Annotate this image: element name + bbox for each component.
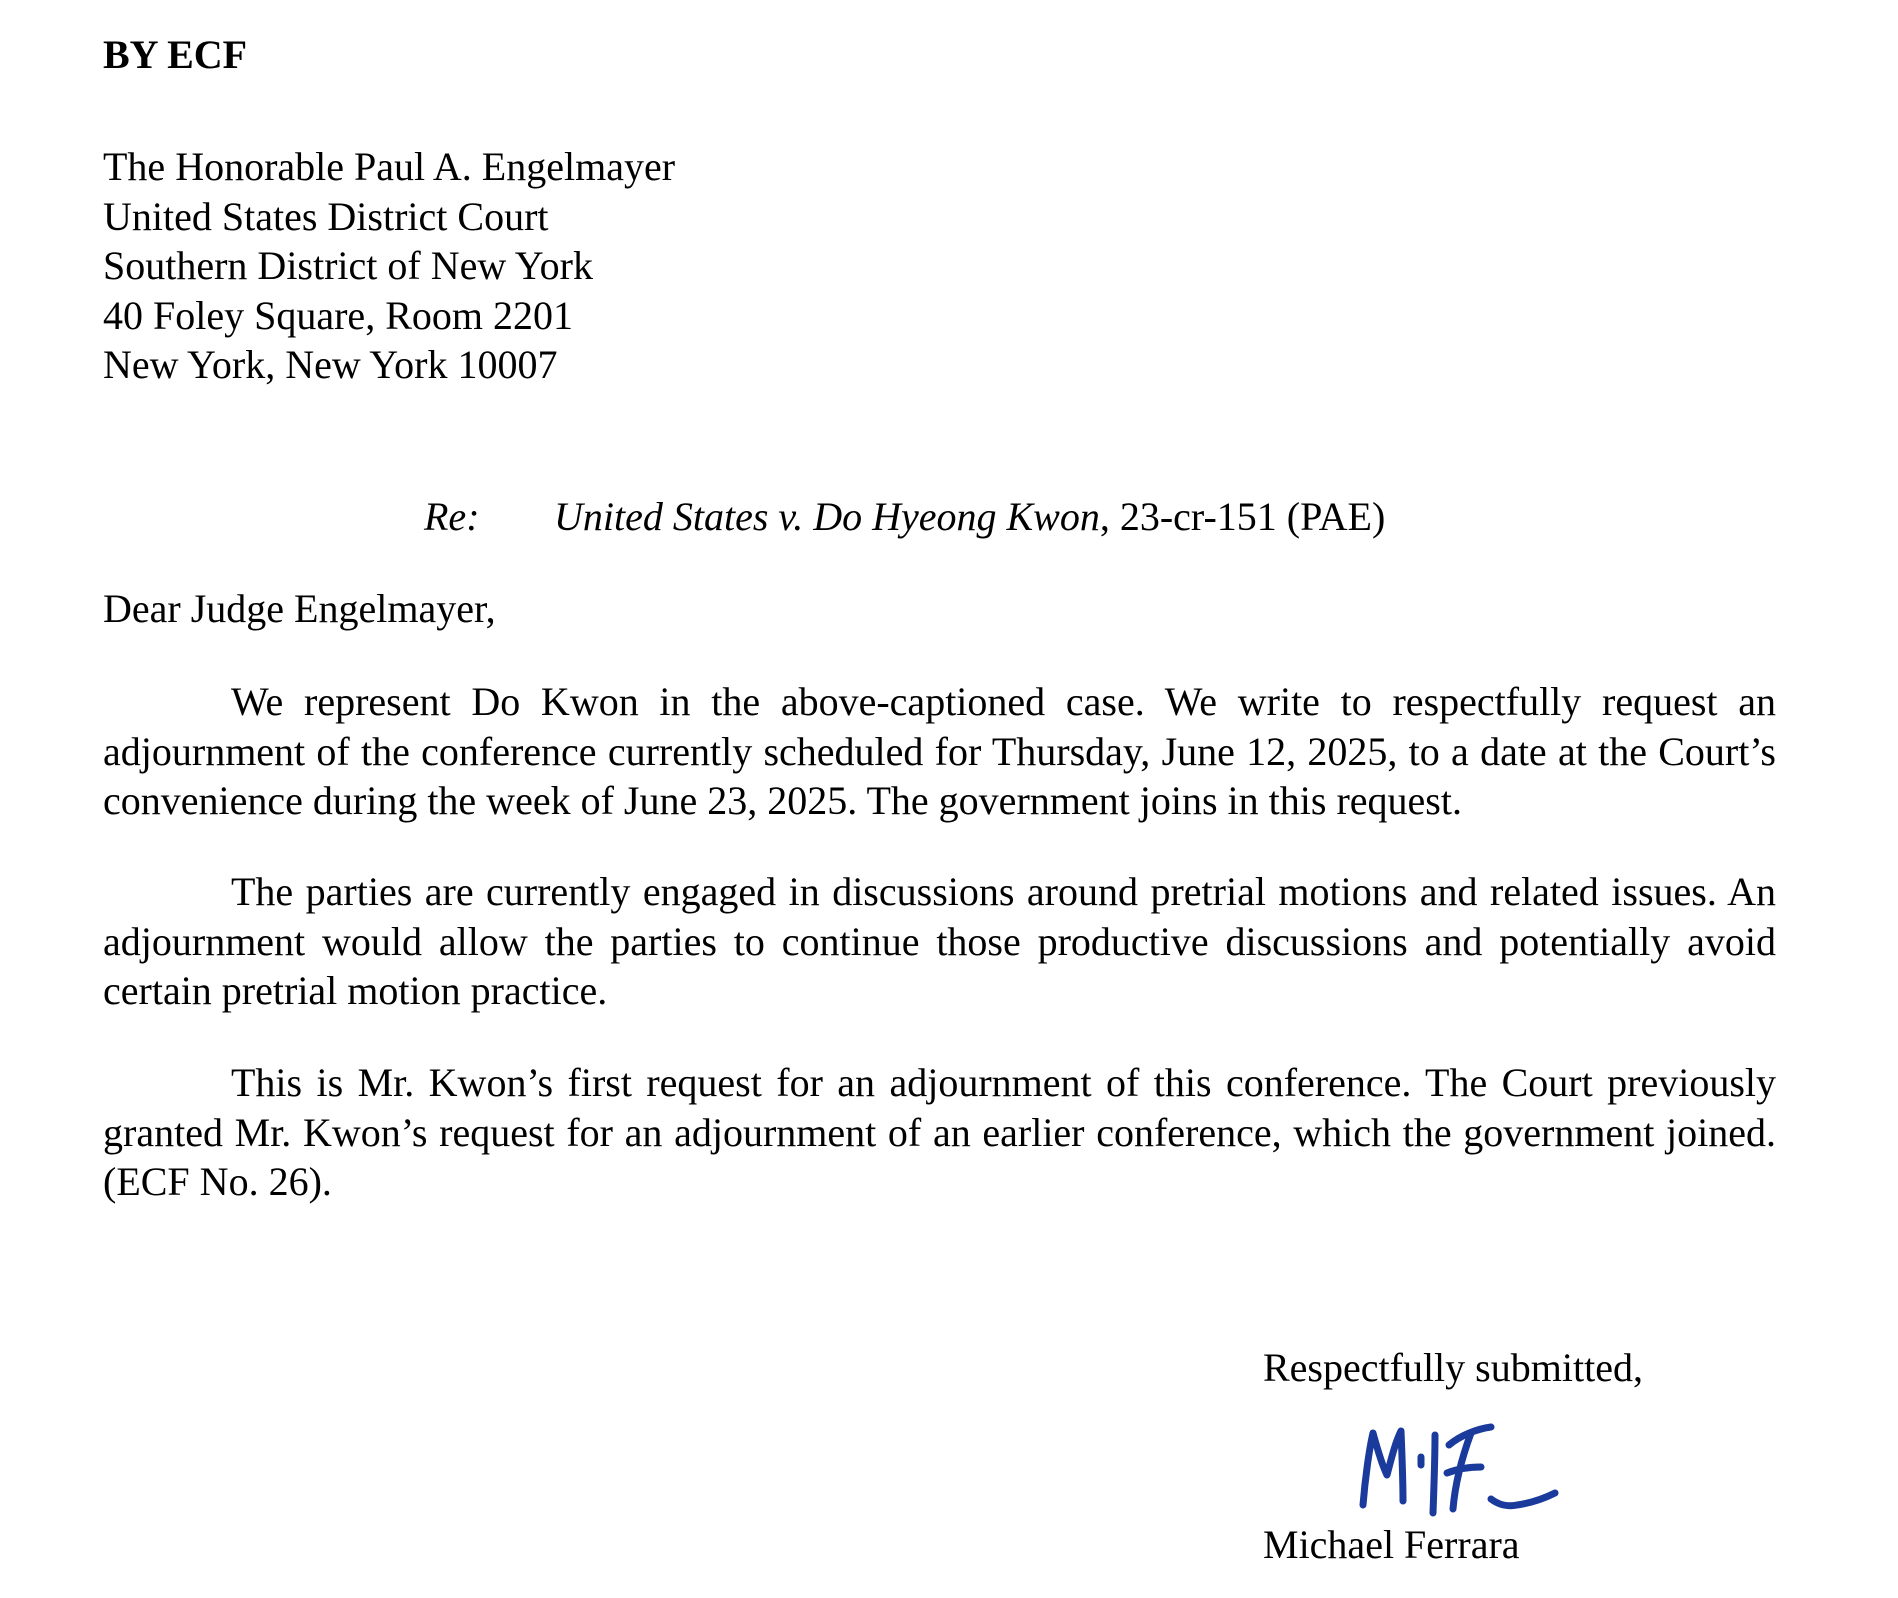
signer-name: Michael Ferrara: [1263, 1522, 1520, 1567]
handwritten-signature: [1345, 1405, 1585, 1525]
body-paragraph: We represent Do Kwon in the above-captioned case. We write to respectfully request an adjournment of the conference currently scheduled for Thursday, June 12, 2025, to a date at the Court’s convenience during the week of June 23, 2025. The government joins in this request.: [103, 679, 1776, 823]
recipient-street: 40 Foley Square, Room 2201: [103, 292, 573, 338]
recipient-name: The Honorable Paul A. Engelmayer: [103, 144, 676, 189]
re-label: Re:: [424, 494, 480, 539]
re-line: [424, 492, 1385, 542]
salutation: Dear Judge Engelmayer,: [103, 586, 496, 631]
recipient-city: New York, New York 10007: [103, 342, 558, 387]
closing: Respectfully submitted,: [1263, 1345, 1643, 1390]
recipient-address: [103, 142, 675, 390]
delivery-method: BY ECF: [103, 32, 248, 77]
body-paragraph: The parties are currently engaged in discussions around pretrial motions and related issues. An adjournment would allow the parties to continue those productive discussions and potentially avoid certain pretrial motion practice.: [103, 869, 1776, 1013]
body-paragraph: This is Mr. Kwon’s first request for an adjournment of this conference. The Court previously granted Mr. Kwon’s request for an adjournment of an earlier conference, which the government joined. (ECF No. 26).: [103, 1060, 1776, 1204]
recipient-court: United States District Court: [103, 193, 549, 239]
recipient-district: Southern District of New York: [103, 243, 593, 288]
case-name: United States v. Do Hyeong Kwon: [554, 494, 1100, 539]
case-number: , 23-cr-151 (PAE): [1099, 494, 1386, 539]
